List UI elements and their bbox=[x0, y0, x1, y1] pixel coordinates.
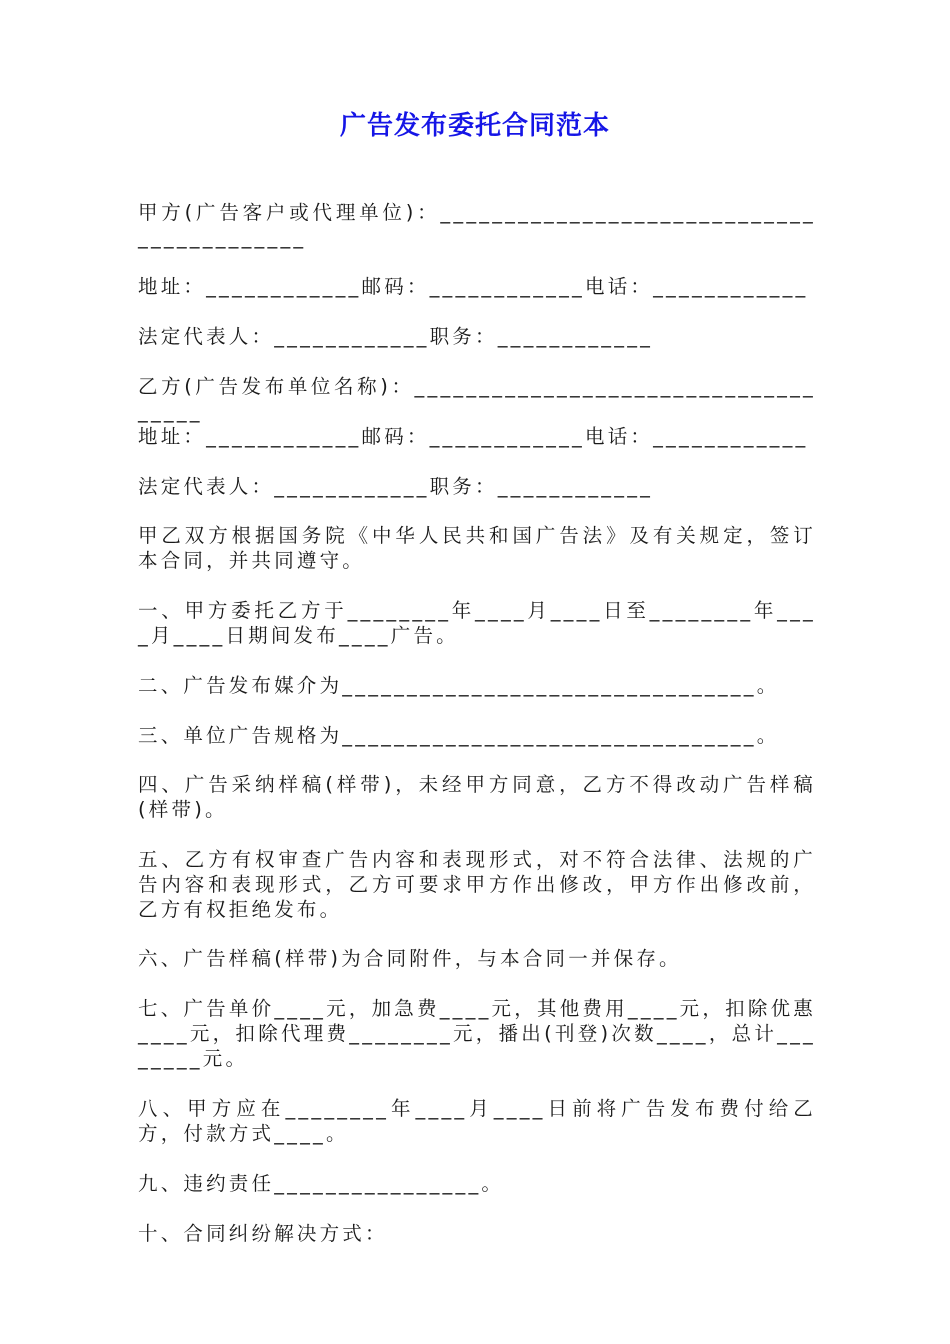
clause-3: 三、单位广告规格为________________________________。 bbox=[138, 724, 780, 747]
clause-1: 一、甲方委托乙方于________年____月____日至________年____月____日期间发布____广告。 bbox=[138, 599, 816, 647]
clause-2: 二、广告发布媒介为________________________________。 bbox=[138, 674, 780, 697]
preamble-paragraph: 甲乙双方根据国务院《中华人民共和国广告法》及有关规定，签订本合同，并共同遵守。 bbox=[138, 524, 816, 572]
clause-10: 十、合同纠纷解决方式： bbox=[138, 1222, 388, 1245]
clause-4: 四、广告采纳样稿(样带)，未经甲方同意，乙方不得改动广告样稿(样带)。 bbox=[138, 773, 816, 821]
clause-7: 七、广告单价____元，加急费____元，其他费用____元，扣除优惠____元，扣除代理费________元，播出(刊登)次数____，总计________元。 bbox=[138, 997, 816, 1070]
clause-5: 五、乙方有权审查广告内容和表现形式，对不符合法律、法规的广告内容和表现形式，乙方可要求甲方作出修改，甲方作出修改前，乙方有权拒绝发布。 bbox=[138, 848, 816, 921]
party-b-address-line: 地址：____________邮码：____________电话：____________ bbox=[138, 425, 809, 448]
party-b-name-line: 乙方(广告发布单位名称)：____________________________________ bbox=[138, 375, 816, 423]
party-a-address-line: 地址：____________邮码：____________电话：____________ bbox=[138, 275, 809, 298]
document-title: 广告发布委托合同范本 bbox=[339, 111, 610, 141]
clause-9: 九、违约责任________________。 bbox=[138, 1172, 505, 1195]
clause-8: 八、甲方应在________年____月____日前将广告发布费付给乙方，付款方式____。 bbox=[138, 1097, 816, 1145]
party-b-representative-line: 法定代表人：____________职务：____________ bbox=[138, 475, 654, 498]
party-a-name-line: 甲方(广告客户或代理单位)：__________________________________________ bbox=[138, 201, 816, 249]
party-a-representative-line: 法定代表人：____________职务：____________ bbox=[138, 325, 654, 348]
clause-6: 六、广告样稿(样带)为合同附件，与本合同一并保存。 bbox=[138, 947, 682, 970]
